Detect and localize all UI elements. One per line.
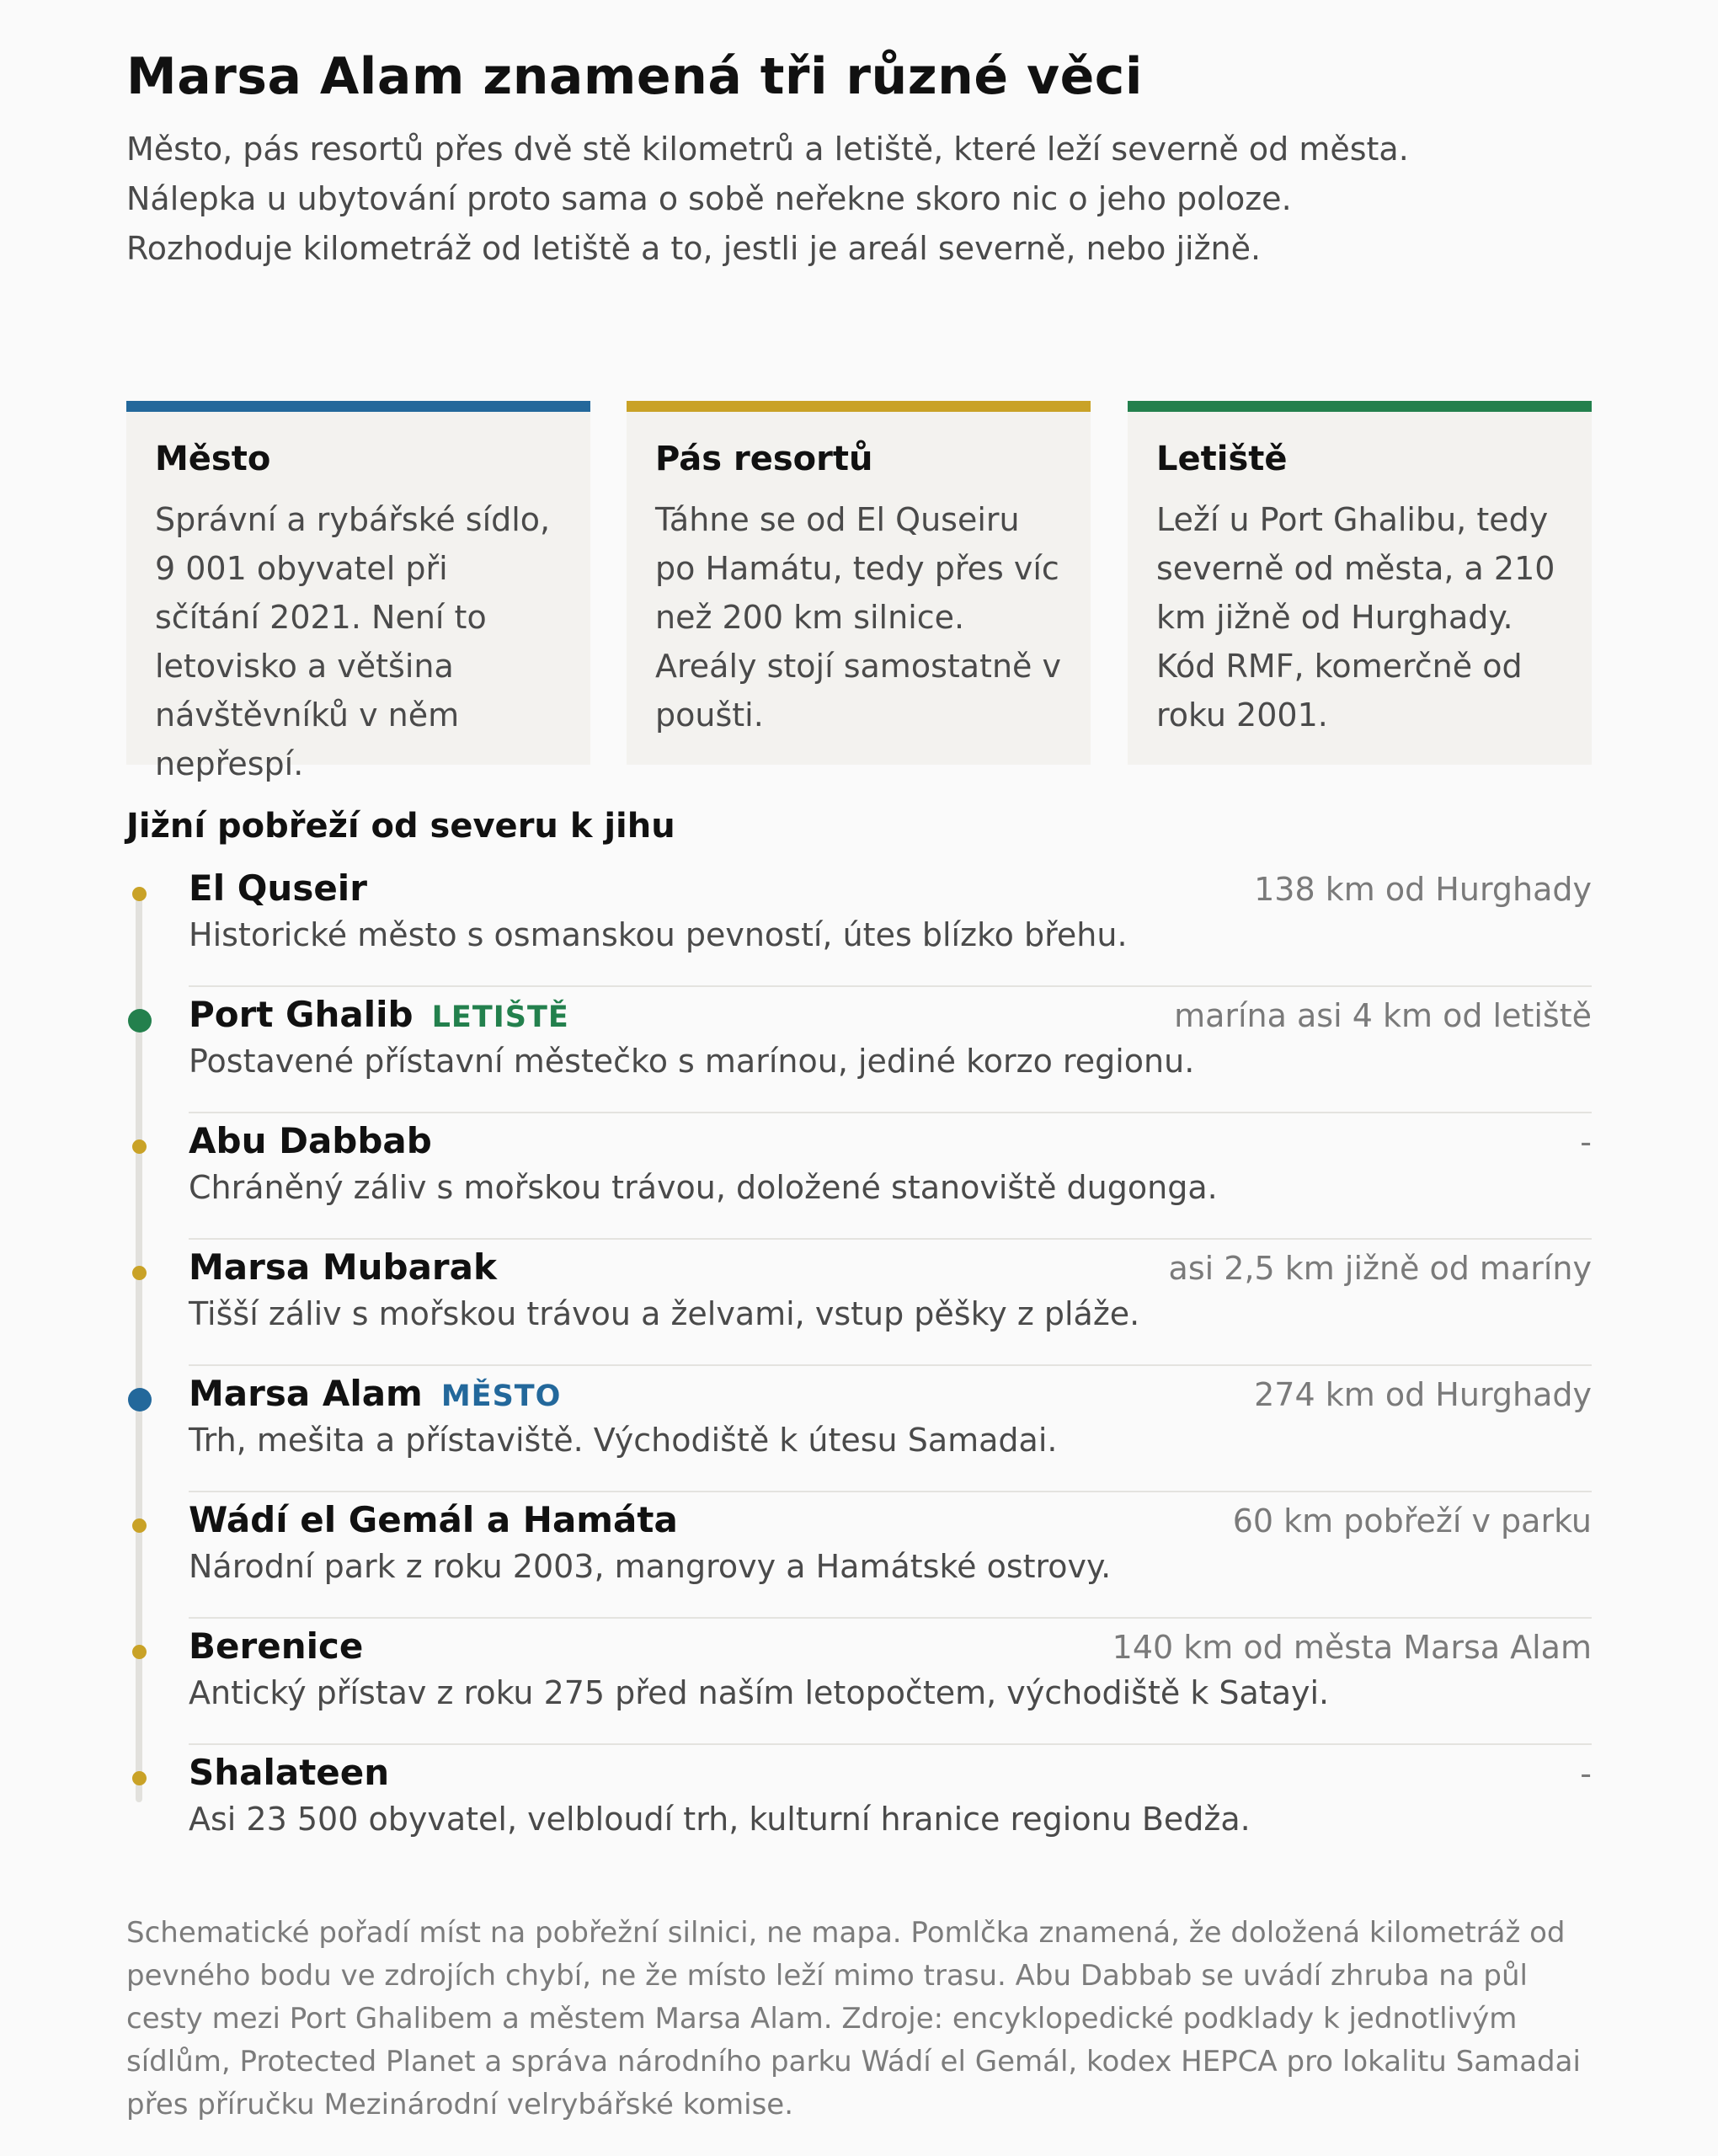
stop-name <box>189 1246 497 1288</box>
card-text: Správní a rybářské sídlo, 9 001 obyvatel při sčítání 2021. Není to letovisko a většina návštěvníků v něm nepřespí. <box>155 501 551 782</box>
timeline-dot <box>132 1139 147 1154</box>
stop-distance: marína asi 4 km od letiště <box>1174 997 1592 1034</box>
card-resort-strip <box>627 401 1091 765</box>
card-city <box>126 401 590 782</box>
timeline-stop <box>126 994 1592 1120</box>
card-title: Letiště <box>1156 440 1288 478</box>
card-airport <box>1128 401 1592 765</box>
stop-name <box>189 1499 678 1540</box>
stop-distance: - <box>1580 1123 1592 1161</box>
stop-name-text: Wádí el Gemál a Hamáta <box>189 1499 678 1540</box>
timeline-dot <box>132 1771 147 1785</box>
timeline-dot <box>128 1009 152 1033</box>
stop-name-text: Marsa Mubarak <box>189 1246 497 1288</box>
stop-distance: 60 km pobřeží v parku <box>1232 1502 1592 1540</box>
stop-divider <box>189 1238 1592 1240</box>
stop-tag: LETIŠTĚ <box>431 1001 569 1034</box>
timeline-dot <box>132 1518 147 1533</box>
card-accent-bar <box>126 401 590 412</box>
lede-line: Rozhoduje kilometráž od letiště a to, jestli je areál severně, nebo jižně. <box>126 230 1262 267</box>
timeline-stop <box>126 1625 1592 1752</box>
stop-description: Antický přístav z roku 275 před naším letopočtem, východiště k Satayi. <box>189 1674 1330 1711</box>
timeline-dot <box>128 1388 152 1412</box>
timeline-dot <box>132 1266 147 1280</box>
stop-divider <box>189 1491 1592 1492</box>
card-accent-bar <box>627 401 1091 412</box>
stop-divider <box>189 1617 1592 1619</box>
stop-header <box>189 1752 1592 1802</box>
stop-distance: 274 km od Hurghady <box>1254 1376 1592 1413</box>
stop-description: Postavené přístavní městečko s marínou, jediné korzo regionu. <box>189 1043 1195 1080</box>
definition-cards <box>126 401 1592 782</box>
stop-name-text: Shalateen <box>189 1752 390 1793</box>
stop-name <box>189 867 367 909</box>
lede-line: Nálepka u ubytování proto sama o sobě neřekne skoro nic o jeho poloze. <box>126 180 1292 217</box>
stop-description: Národní park z roku 2003, mangrovy a Hamátské ostrovy. <box>189 1548 1112 1585</box>
page-title: Marsa Alam znamená tři různé věci <box>126 47 1143 106</box>
stop-description: Tišší záliv s mořskou trávou a želvami, vstup pěšky z pláže. <box>189 1295 1140 1332</box>
stop-name-text: El Quseir <box>189 867 367 909</box>
timeline-stop <box>126 1120 1592 1246</box>
stop-name <box>189 994 569 1035</box>
stop-name <box>189 1752 389 1793</box>
stop-header <box>189 867 1592 918</box>
stop-distance: asi 2,5 km jižně od maríny <box>1168 1250 1592 1287</box>
stop-tag: MĚSTO <box>440 1380 562 1413</box>
stop-header <box>189 1120 1592 1171</box>
timeline-dot <box>132 887 147 901</box>
stop-distance: 138 km od Hurghady <box>1254 871 1592 908</box>
stop-divider <box>189 1112 1592 1113</box>
stop-distance: - <box>1580 1755 1592 1792</box>
card-title: Město <box>155 440 271 478</box>
stop-description: Chráněný záliv s mořskou trávou, doložené stanoviště dugonga. <box>189 1169 1218 1206</box>
stop-header <box>189 994 1592 1044</box>
stop-divider <box>189 1743 1592 1745</box>
stop-name-text: Port Ghalib <box>189 994 413 1035</box>
card-title: Pás resortů <box>655 440 873 478</box>
stop-description: Asi 23 500 obyvatel, velbloudí trh, kulturní hranice regionu Bedža. <box>189 1801 1251 1838</box>
stop-divider <box>189 985 1592 987</box>
timeline-stop <box>126 1499 1592 1625</box>
timeline-stop <box>126 1246 1592 1373</box>
timeline-stop <box>126 1752 1592 1878</box>
stop-header <box>189 1246 1592 1297</box>
stop-header <box>189 1625 1592 1676</box>
stop-description: Historické město s osmanskou pevností, útes blízko břehu. <box>189 916 1128 953</box>
stop-name-text: Berenice <box>189 1625 364 1667</box>
stop-name <box>189 1120 432 1161</box>
section-title: Jižní pobřeží od severu k jihu <box>126 807 675 846</box>
card-text: Leží u Port Ghalibu, tedy severně od města, a 210 km jižně od Hurghady. Kód RMF, komerčně od roku 2001. <box>1156 501 1555 734</box>
card-accent-bar <box>1128 401 1592 412</box>
timeline-stop <box>126 1373 1592 1499</box>
stop-header <box>189 1373 1592 1423</box>
lede <box>126 125 1592 274</box>
stop-name-text: Marsa Alam <box>189 1373 423 1414</box>
stop-divider <box>189 1364 1592 1366</box>
stop-header <box>189 1499 1592 1550</box>
stop-name <box>189 1625 363 1667</box>
lede-line: Město, pás resortů přes dvě stě kilometrů a letiště, které leží severně od města. <box>126 131 1409 168</box>
stop-distance: 140 km od města Marsa Alam <box>1112 1629 1592 1666</box>
footnote: Schematické pořadí míst na pobřežní silnici, ne mapa. Pomlčka znamená, že doložená kilometráž od pevného bodu ve zdrojích chybí, ne že místo leží mimo trasu. Abu Dabbab se uvádí zhruba na půl cesty mezi Port Ghalibem a městem Marsa Alam. Zdroje: encyklopedické podklady k jednotlivým sídlům, Protected Planet a správa národního parku Wádí el Gemál, kodex HEPCA pro lokalitu Samadai přes příručku Mezinárodní velrybářské komise. <box>126 1916 1581 2121</box>
card-text: Táhne se od El Quseiru po Hamátu, tedy přes víc než 200 km silnice. Areály stojí samostatně v poušti. <box>655 501 1061 734</box>
timeline-dot <box>132 1645 147 1659</box>
stop-name <box>189 1373 561 1414</box>
stop-description: Trh, mešita a přístaviště. Východiště k útesu Samadai. <box>189 1422 1058 1459</box>
timeline-stop <box>126 867 1592 994</box>
stop-name-text: Abu Dabbab <box>189 1120 432 1161</box>
